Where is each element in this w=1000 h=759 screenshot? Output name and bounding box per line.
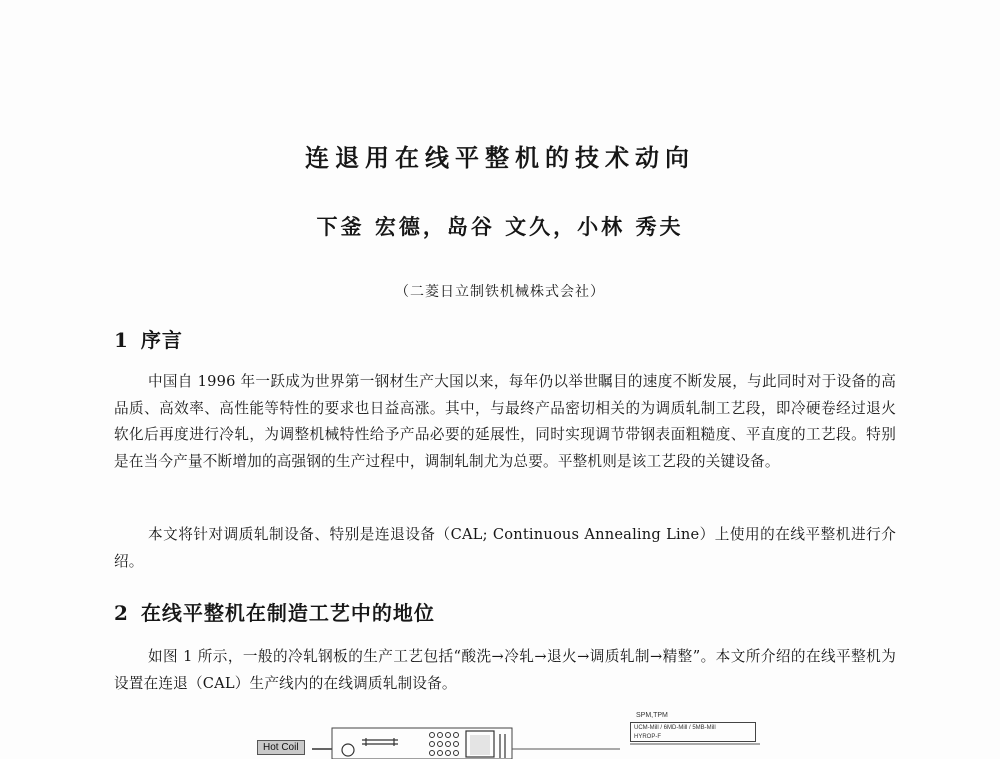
- section-1-paragraph-2: 本文将针对调质轧制设备、特别是连退设备（CAL; Continuous Annealing Line）上使用的在线平整机进行介绍。: [114, 526, 896, 570]
- looper-icon: [362, 738, 398, 746]
- section-heading-2: [114, 597, 435, 626]
- uncoiler-icon: [342, 744, 354, 756]
- section-heading-1: [114, 324, 183, 353]
- paper-title: 连退用在线平整机的技术动向: [305, 144, 695, 172]
- process-flow-figure: [0, 700, 1000, 759]
- mill-type-label: SPM,TPM: [636, 712, 668, 719]
- section-title: 序言: [140, 328, 183, 352]
- section-number: 2: [114, 601, 129, 625]
- mill-options-line: HYROP-F: [634, 734, 661, 740]
- section-1-paragraph-1: 中国自 1996 年一跃成为世界第一钢材生产大国以来，每年仍以举世瞩目的速度不断发展，与此同时对于设备的高品质、高效率、高性能等特性的要求也日益高涨。其中，与最终产品密切相关的为调质轧制工艺段，即冷硬卷经过退火软化后再度进行冷轧，为调整机械特性给予产品必要的延展性，同时实现调节带钢表面粗糙度、平直度的工艺段。特别是在当今产量不断增加的高强钢的生产过程中，调制轧制尤为总要。平整机则是该工艺段的关键设备。: [114, 373, 896, 470]
- exit-equipment-icon: [500, 734, 505, 758]
- section-title: 在线平整机在制造工艺中的地位: [140, 601, 435, 625]
- furnace-rolls-icon: [430, 733, 459, 756]
- mill-options-line: UCM-Mill / 6MD-Mill / 5MB-Mill: [634, 725, 716, 731]
- furnace-section-inner-icon: [470, 735, 490, 755]
- paper-affiliation: （二菱日立制铁机械株式会社）: [395, 284, 605, 300]
- hot-coil-label: Hot Coil: [257, 740, 305, 755]
- section-number: 1: [114, 328, 129, 352]
- mill-options-box: [630, 722, 756, 742]
- paper-authors: 下釜 宏德，岛谷 文久，小林 秀夫: [316, 215, 684, 239]
- section-2-paragraph-1: 如图 1 所示，一般的冷轧钢板的生产工艺包括“酸洗→冷轧→退火→调质轧制→精整”。本文所介绍的在线平整机为设置在连退（CAL）生产线内的在线调质轧制设备。: [114, 648, 896, 692]
